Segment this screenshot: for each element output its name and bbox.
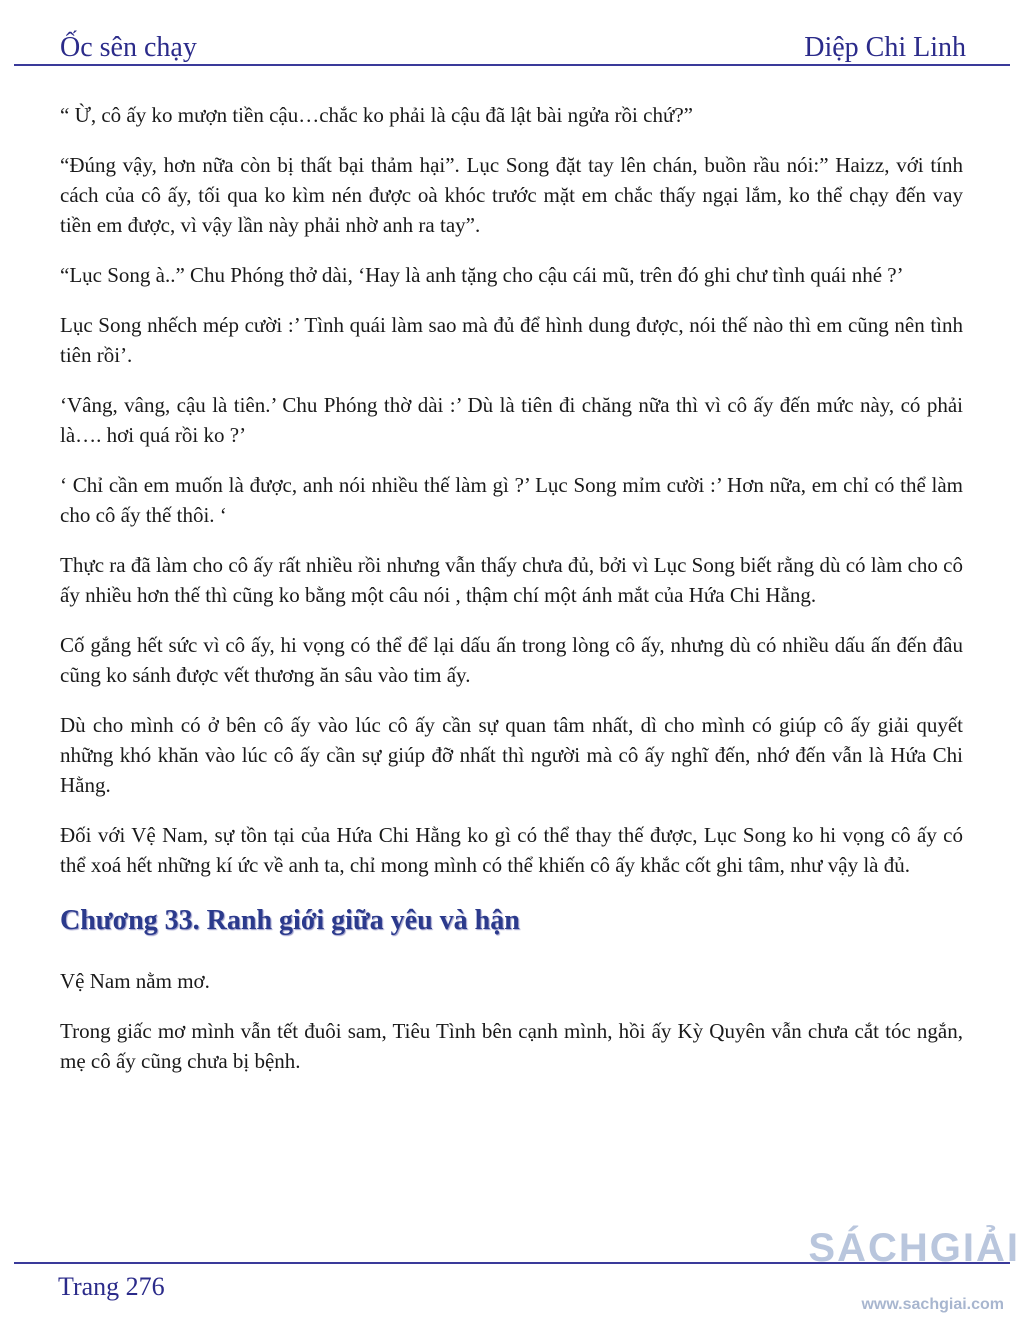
paragraph: Cố gắng hết sức vì cô ấy, hi vọng có thể để lại dấu ấn trong lòng cô ấy, nhưng dù có nhiều dấu ấn đến đâu cũng ko sánh được vết thương ăn sâu vào tim ấy. xyxy=(60,633,963,687)
paragraph: ‘ Chỉ cần em muốn là được, anh nói nhiều thế làm gì ?’ Lục Song mỉm cười :’ Hơn nữa, em chỉ có thể làm cho cô ấy thế thôi. ‘ xyxy=(60,473,963,527)
page-body xyxy=(60,100,963,1096)
paragraph: Vệ Nam nằm mơ. xyxy=(60,969,210,993)
paragraph: Đối với Vệ Nam, sự tồn tại của Hứa Chi Hằng ko gì có thể thay thế được, Lục Song ko hi vọng cô ấy có thể xoá hết những kí ức về anh ta, chỉ mong mình có thể khiến cô ấy khắc cốt ghi tâm, như vậy là đủ. xyxy=(60,823,963,877)
paragraph: Trong giấc mơ mình vẫn tết đuôi sam, Tiêu Tình bên cạnh mình, hồi ấy Kỳ Quyên vẫn chưa cắt tóc ngắn, mẹ cô ấy cũng chưa bị bệnh. xyxy=(60,1019,963,1073)
chapter-heading: Chương 33. Ranh giới giữa yêu và hận xyxy=(60,905,520,936)
paragraph: ‘Vâng, vâng, cậu là tiên.’ Chu Phóng thờ dài :’ Dù là tiên đi chăng nữa thì vì cô ấy đến mức này, có phải là…. hơi quá rồi ko ?’ xyxy=(60,393,963,447)
page-number: Trang 276 xyxy=(58,1272,165,1301)
watermark-logo: SÁCHGIẢI xyxy=(808,1226,1020,1270)
header-divider xyxy=(14,64,1010,66)
footer-divider xyxy=(14,1262,1010,1264)
header-book-title: Ốc sên chạy xyxy=(60,32,197,63)
paragraph: Thực ra đã làm cho cô ấy rất nhiều rồi nhưng vẫn thấy chưa đủ, bởi vì Lục Song biết rằng dù có làm cho cô ấy nhiều hơn thế thì cũng ko bằng một câu nói , thậm chí một ánh mắt của Hứa Chi Hằng. xyxy=(60,553,963,607)
paragraph: Lục Song nhếch mép cười :’ Tình quái làm sao mà đủ để hình dung được, nói thế nào thì em cũng nên tình tiên rồi’. xyxy=(60,313,963,367)
paragraph: “Lục Song à..” Chu Phóng thở dài, ‘Hay là anh tặng cho cậu cái mũ, trên đó ghi chư tình quái nhé ?’ xyxy=(60,263,904,287)
paragraph: “Đúng vậy, hơn nữa còn bị thất bại thảm hại”. Lục Song đặt tay lên chán, buồn rầu nói:” Haizz, với tính cách của cô ấy, tối qua ko kìm nén được oà khóc trước mặt em chắc thấy ngại lắm, ko thể chạy đến vay tiền em được, vì vậy lần này phải nhờ anh ra tay”. xyxy=(60,153,963,237)
watermark-url: www.sachgiai.com xyxy=(861,1296,1004,1313)
paragraph: “ Ừ, cô ấy ko mượn tiền cậu…chắc ko phải là cậu đã lật bài ngửa rồi chứ?” xyxy=(60,103,693,127)
paragraph: Dù cho mình có ở bên cô ấy vào lúc cô ấy cần sự quan tâm nhất, dì cho mình có giúp cô ấy giải quyết những khó khăn vào lúc cô ấy cần sự giúp đỡ nhất thì người mà cô ấy nghĩ đến, nhớ đến vẫn là Hứa Chi Hằng. xyxy=(60,713,963,797)
header-author: Diệp Chi Linh xyxy=(804,32,966,63)
page-header xyxy=(60,22,966,64)
